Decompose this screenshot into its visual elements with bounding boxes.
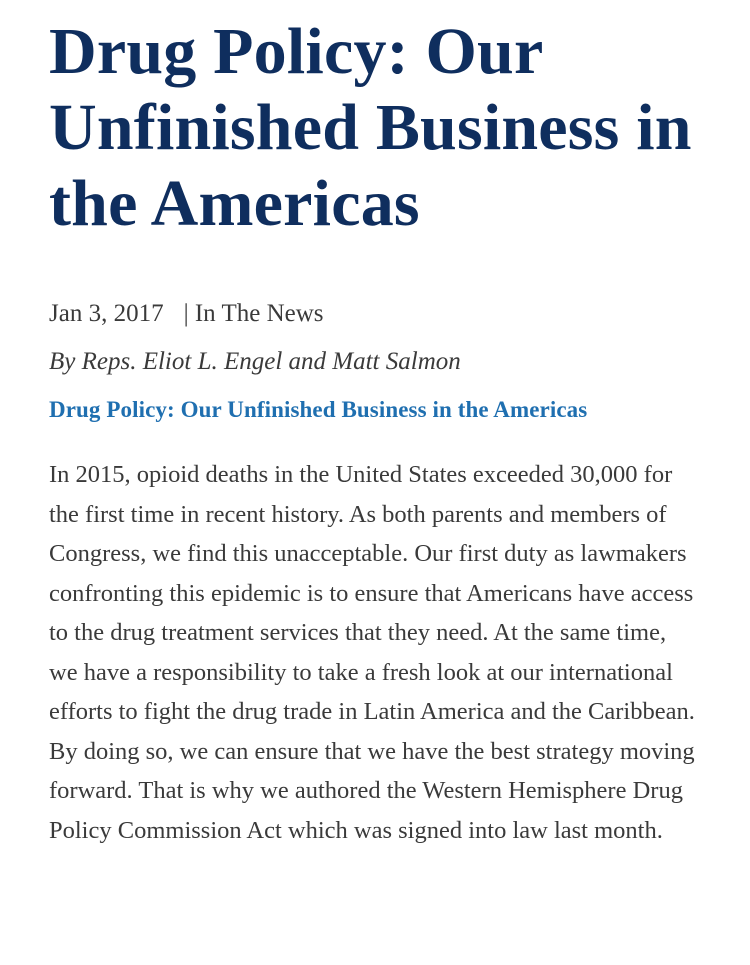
article-title: Drug Policy: Our Unfinished Business in the Americas xyxy=(49,15,692,240)
article xyxy=(49,14,729,875)
article-meta xyxy=(49,299,729,329)
publish-date: Jan 3, 2017 xyxy=(49,300,164,327)
article-byline: By Reps. Eliot L. Engel and Matt Salmon xyxy=(49,348,461,375)
article-subheading: Drug Policy: Our Unfinished Business in the Americas xyxy=(49,397,588,422)
article-body: In 2015, opioid deaths in the United States exceeded 30,000 for the first time in recent history. As both parents and members of Congress, we find this unacceptable. Our first duty as lawmakers confronting this epidemic is to ensure that Americans have access to the drug treatment services that they need. At the same time, we have a responsibility to take a fresh look at our international efforts to fight the drug trade in Latin America and the Caribbean. By doing so, we can ensure that we have the best strategy moving forward. That is why we authored the Western Hemisphere Drug Policy Commission Act which was signed into law last month. xyxy=(49,461,695,844)
category-link[interactable]: | In The News xyxy=(183,300,324,327)
